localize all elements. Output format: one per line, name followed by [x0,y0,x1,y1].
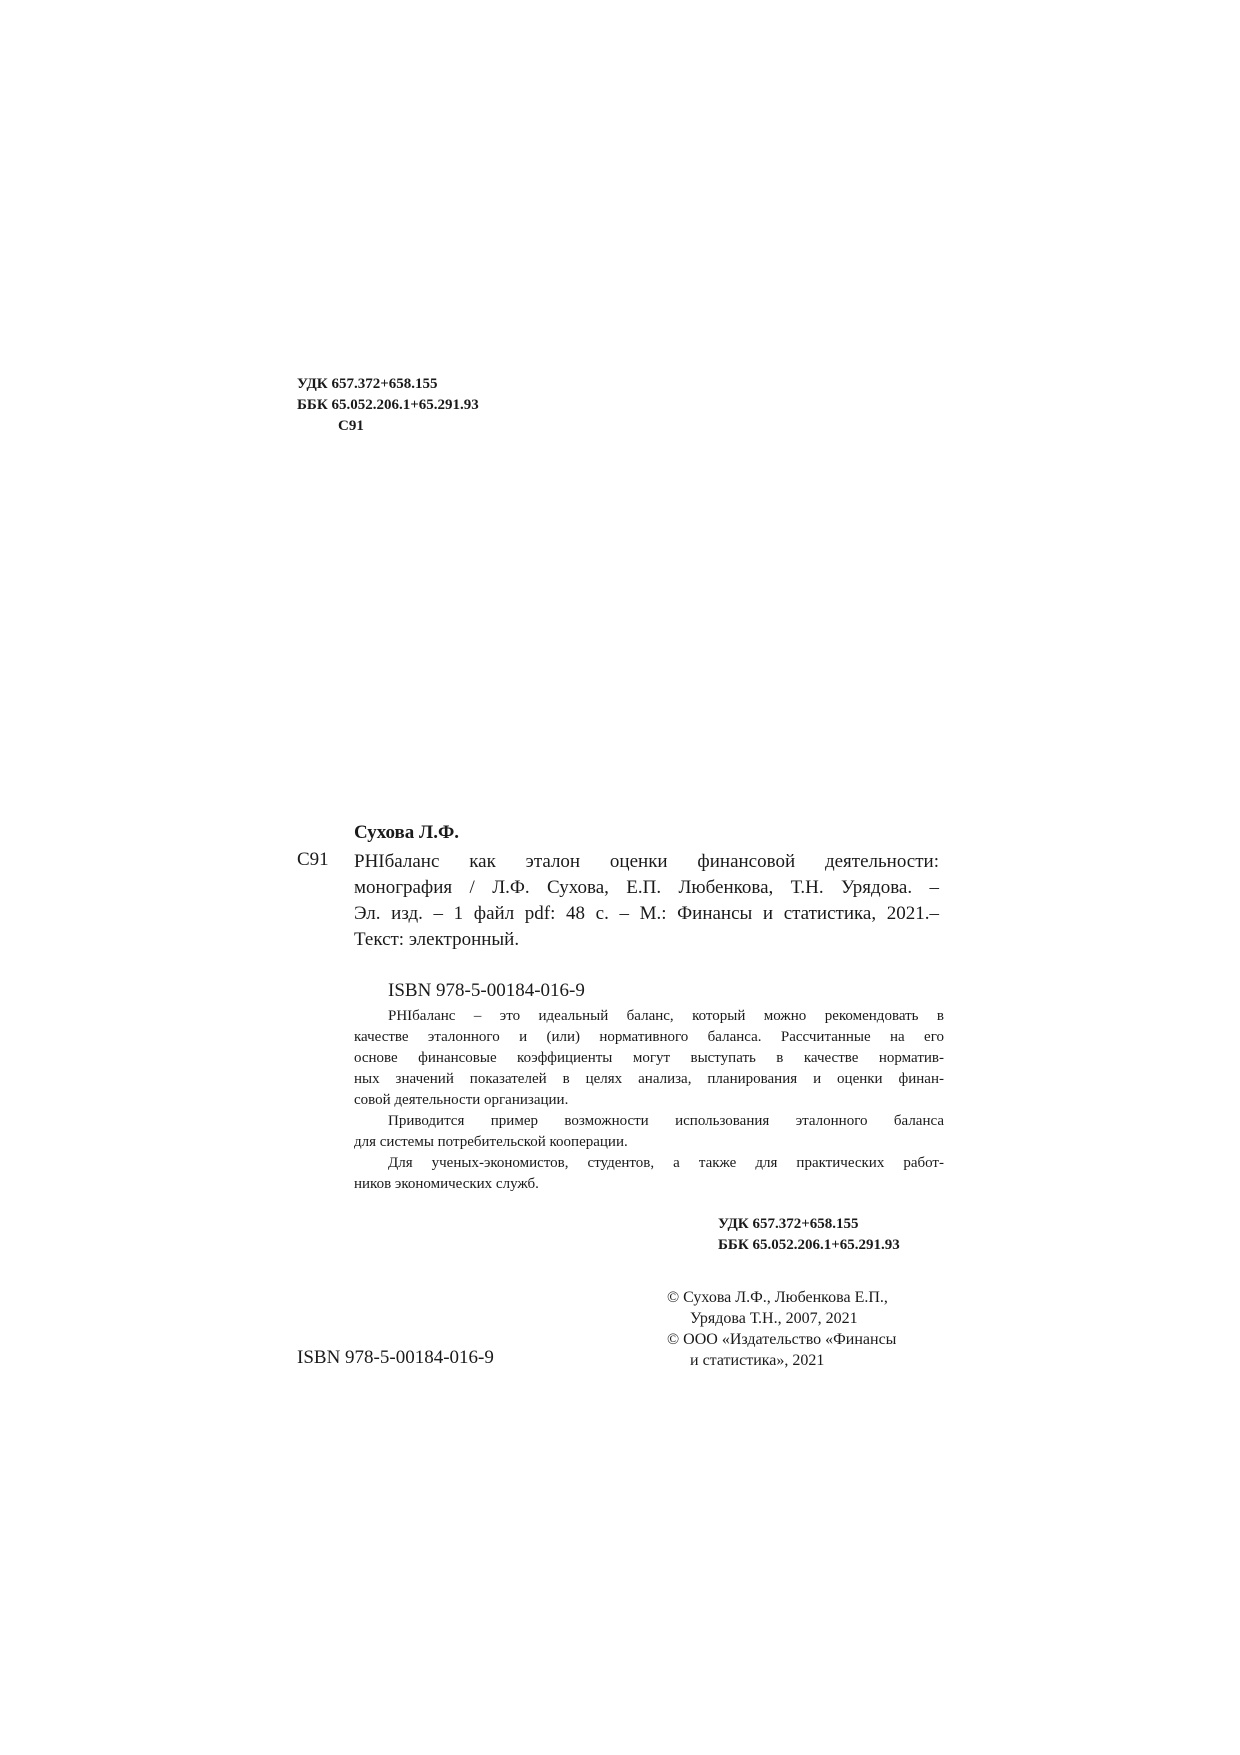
isbn-entry: ISBN 978-5-00184-016-9 [388,980,585,1001]
annotation-line: качестве эталонного и (или) нормативного баланса. Рассчитанные на его [354,1029,944,1045]
annotation [354,1006,944,1195]
biblio-line: монография / Л.Ф. Сухова, Е.П. Любенкова, Т.Н. Урядова. – [354,877,939,898]
copyright-line: Урядова Т.Н., 2007, 2021 [690,1310,858,1327]
annotation-line: для системы потребительской кооперации. [354,1134,628,1150]
copyright-line: и статистика», 2021 [690,1352,825,1369]
copyright-block [667,1287,896,1371]
annotation-line: ников экономических служб. [354,1176,539,1192]
copyright-line: © Сухова Л.Ф., Любенкова Е.П., [667,1289,888,1306]
annotation-line: Для ученых-экономистов, студентов, а также для практических работ- [388,1155,944,1171]
annotation-line: основе финансовые коэффициенты могут выступать в качестве норматив- [354,1050,944,1066]
annotation-line: Приводится пример возможности использования эталонного баланса [388,1113,944,1129]
udk-code-footer: УДК 657.372+658.155 [718,1216,859,1232]
author-heading: Сухова Л.Ф. [354,822,460,843]
bbk-code-footer: ББК 65.052.206.1+65.291.93 [718,1237,900,1253]
annotation-line: РНIбаланс – это идеальный баланс, который можно рекомендовать в [388,1008,944,1024]
copyright-line: © ООО «Издательство «Финансы [667,1331,897,1348]
udk-code: УДК 657.372+658.155 [297,376,438,392]
classification-footer [718,1214,900,1256]
bibliographic-description [354,849,939,953]
annotation-line: ных значений показателей в целях анализа, планирования и оценки финан- [354,1071,944,1087]
author-mark: С91 [338,418,364,434]
biblio-line: Эл. изд. – 1 файл pdf: 48 с. – М.: Финансы и статистика, 2021.– [354,903,939,924]
biblio-line: Текст: электронный. [354,929,520,950]
isbn-footer: ISBN 978-5-00184-016-9 [297,1347,494,1368]
author-mark-side: С91 [297,849,329,870]
classification-block [297,374,479,437]
bbk-code: ББК 65.052.206.1+65.291.93 [297,397,479,413]
annotation-line: совой деятельности организации. [354,1092,569,1108]
biblio-line: РНIбаланс как эталон оценки финансовой деятельности: [354,851,939,872]
